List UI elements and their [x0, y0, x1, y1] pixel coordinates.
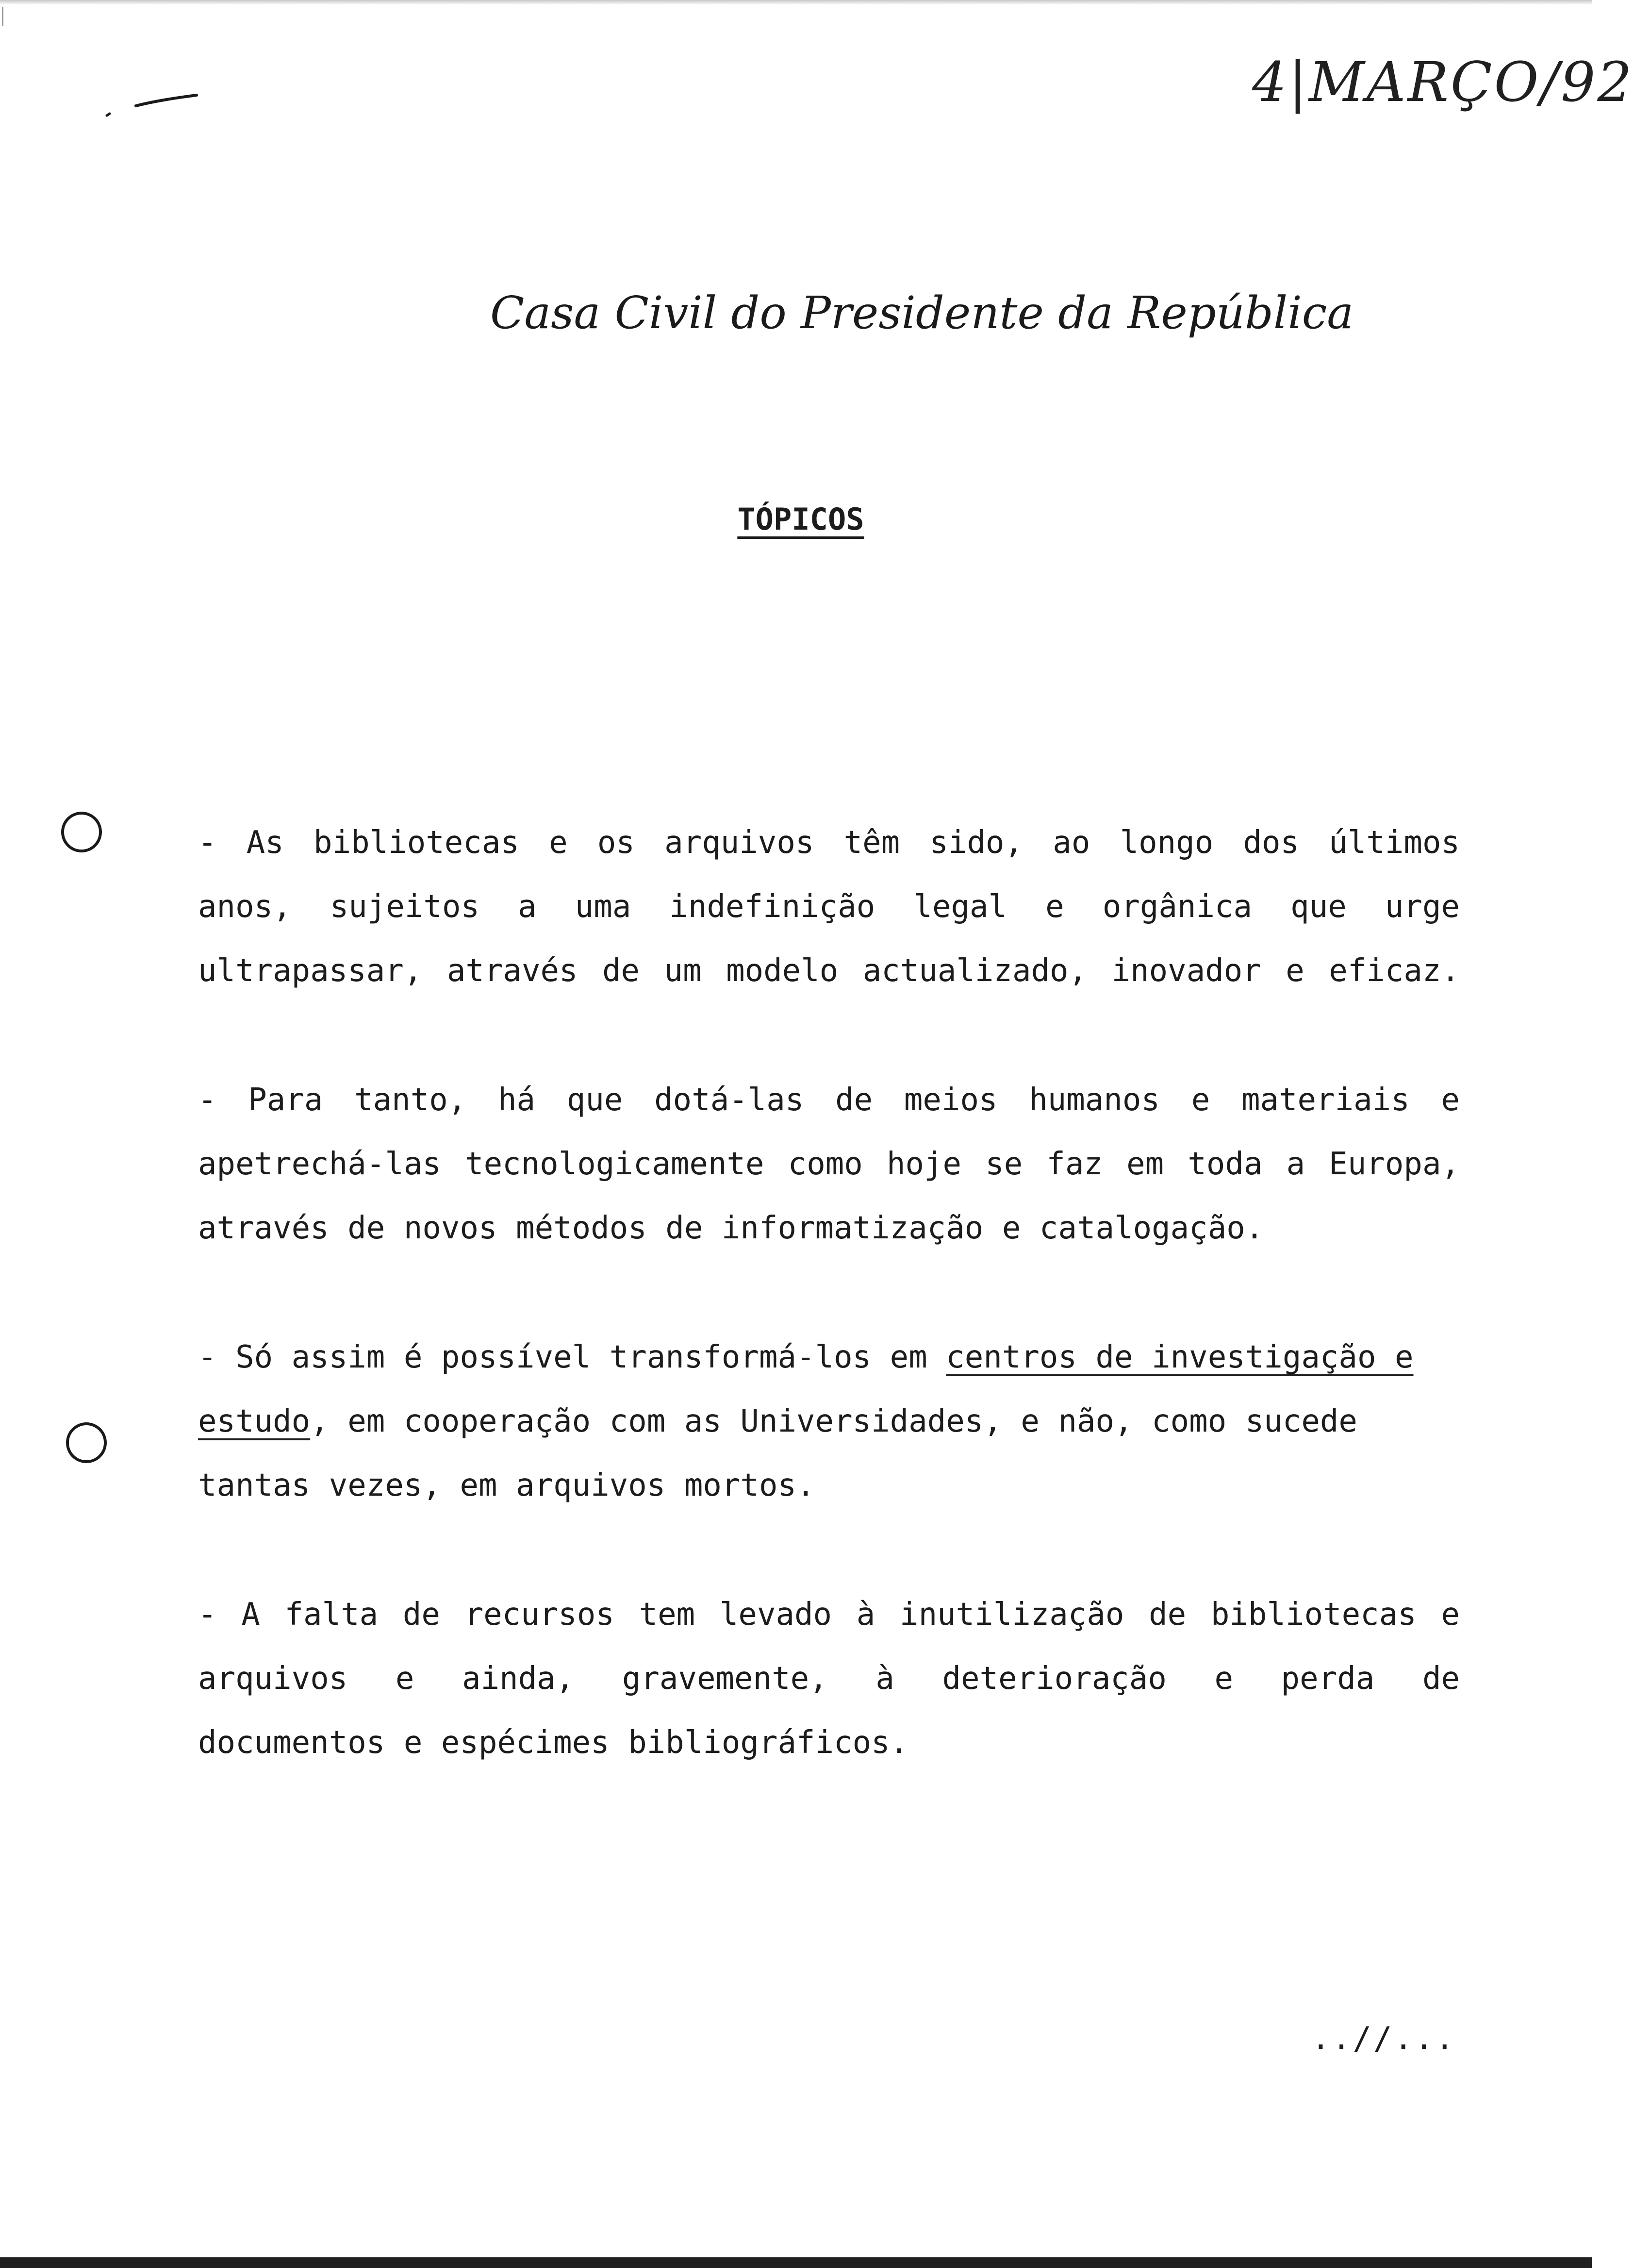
underlined-phrase: estudo: [198, 1403, 311, 1439]
continuation-mark: ..//...: [1311, 2021, 1456, 2057]
scan-bottom-edge: [0, 2257, 1592, 2268]
paragraph-line: - A falta de recursos tem levado à inutilização de bibliotecas e: [198, 1597, 1460, 1633]
paragraph-line: apetrechá-las tecnologicamente como hoje se faz em toda a Europa,: [198, 1146, 1460, 1182]
paragraph-line: - As bibliotecas e os arquivos têm sido, ao longo dos últimos: [198, 825, 1460, 861]
handwritten-date: 4|MARÇO/92: [1252, 51, 1634, 114]
letterhead: Casa Civil do Presidente da República: [490, 287, 1354, 339]
scan-margin-mark: [2, 7, 3, 26]
paragraph-text: - Só assim é possível transformá-los em: [198, 1339, 946, 1375]
paragraph-line: através de novos métodos de informatização e catalogação.: [198, 1210, 1264, 1246]
paragraph-line: arquivos e ainda, gravemente, à deterioração e perda de: [198, 1661, 1460, 1697]
punch-hole-top: [61, 812, 102, 852]
paragraph-3: [198, 1325, 1460, 1518]
document-title-text: TÓPICOS: [737, 501, 864, 537]
paragraph-4: [198, 1583, 1460, 1775]
paragraph-line: [198, 1389, 1460, 1453]
paragraph-line: [198, 1325, 1460, 1389]
pen-stroke-mark: [102, 87, 209, 121]
underlined-phrase: centros de investigação e: [946, 1339, 1414, 1375]
document-title: [631, 495, 971, 544]
paragraph-line: - Para tanto, há que dotá-las de meios humanos e materiais e: [198, 1082, 1460, 1118]
paragraph-2: [198, 1068, 1460, 1260]
punch-hole-bottom: [66, 1422, 107, 1463]
scan-top-edge: [0, 0, 1592, 5]
paragraph-text: , em cooperação com as Universidades, e não, como sucede: [310, 1403, 1357, 1439]
paragraph-line: documentos e espécimes bibliográficos.: [198, 1725, 909, 1761]
paragraph-line: anos, sujeitos a uma indefinição legal e orgânica que urge: [198, 889, 1460, 925]
paragraph-line: tantas vezes, em arquivos mortos.: [198, 1468, 815, 1503]
paragraph-1: [198, 811, 1460, 1003]
paragraph-line: ultrapassar, através de um modelo actualizado, inovador e eficaz.: [198, 953, 1460, 989]
